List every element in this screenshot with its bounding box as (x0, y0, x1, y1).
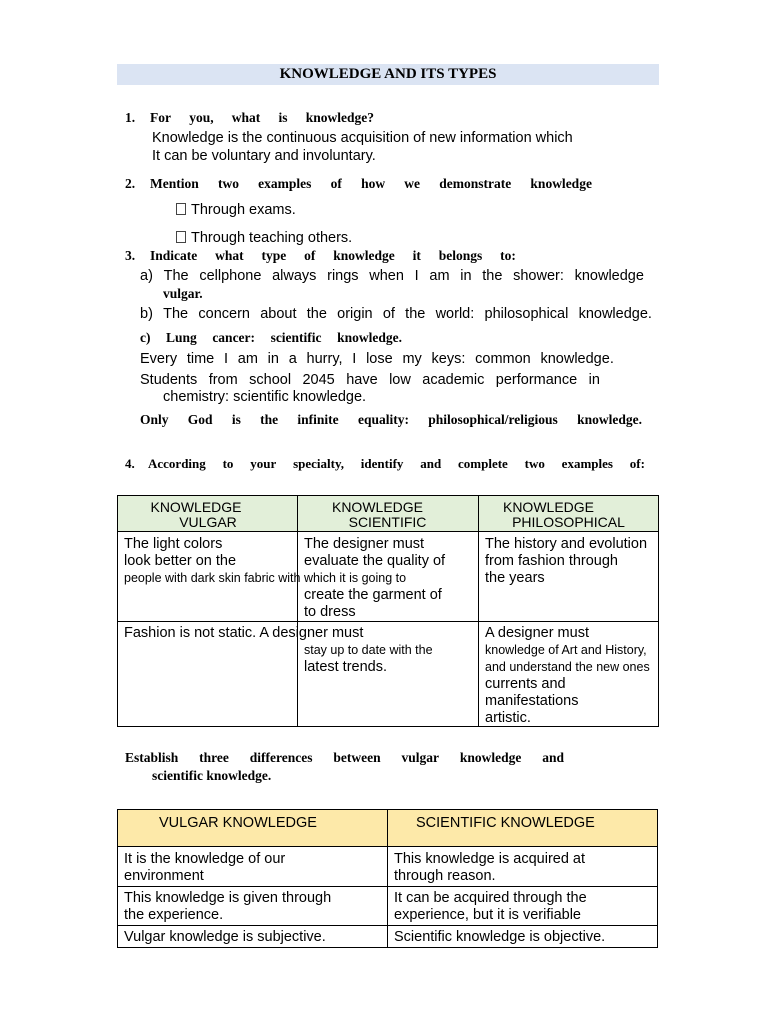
q2-word: knowledge (530, 176, 592, 191)
word: Only (140, 412, 169, 427)
word: am (237, 351, 258, 367)
q3-word: Indicate (150, 248, 198, 263)
table2-header-scientific: SCIENTIFIC KNOWLEDGE (416, 815, 595, 831)
cell-line: to dress (304, 604, 356, 620)
header-line: KNOWLEDGE (331, 499, 423, 515)
word: knowledge (574, 268, 644, 284)
word: and (542, 750, 564, 765)
word: knowledge (459, 750, 522, 765)
header-line: VULGAR (179, 514, 237, 530)
q2-word: we (404, 176, 421, 191)
cell-line: people with dark skin fabric with which it is going to (124, 571, 407, 585)
word: equality: (357, 412, 409, 427)
word: Lung (166, 330, 197, 345)
cell-line: latest trends. (304, 659, 388, 675)
table2-r2c1 (124, 890, 331, 924)
word: examples (561, 456, 613, 471)
word: my (402, 351, 422, 367)
cell-line: currents and (485, 676, 566, 692)
table2-r2c2 (394, 890, 587, 924)
table2-divider (117, 925, 658, 926)
q1-word: is (278, 110, 288, 125)
q3-word: of (304, 248, 316, 263)
q3-item-e (140, 372, 600, 388)
header-line: PHILOSOPHICAL (512, 514, 625, 530)
q3-word: to: (500, 248, 516, 263)
cell-line: environment (124, 868, 204, 884)
word: have (346, 372, 378, 388)
word: your (250, 456, 277, 471)
header-line: KNOWLEDGE (502, 499, 594, 515)
q3-item-b (140, 306, 652, 322)
table1-r2c3 (485, 625, 650, 727)
table1-divider (117, 531, 659, 532)
q5-question-cont: scientific knowledge. (152, 768, 272, 783)
q2-question (150, 176, 592, 192)
word: performance (495, 372, 578, 388)
q1-word: knowledge? (305, 110, 374, 125)
word: shower: (513, 268, 564, 284)
word: of: (629, 456, 645, 471)
word: vulgar (401, 750, 439, 765)
word: I (352, 351, 357, 367)
table1-r1c2 (304, 536, 445, 621)
word: God (187, 412, 213, 427)
q5-question (125, 750, 564, 766)
cell-line: manifestations (485, 693, 579, 709)
q3-word: belongs (438, 248, 483, 263)
word: philosophical/religious (428, 412, 558, 427)
word: academic (422, 372, 485, 388)
q3-item-d (140, 351, 614, 367)
header-line: SCIENTIFIC (348, 514, 427, 530)
word: the (306, 306, 327, 322)
word: school (249, 372, 292, 388)
table1-r2c2 (304, 642, 433, 676)
word: knowledge. (577, 412, 642, 427)
word: keys: (431, 351, 466, 367)
table2-divider (387, 809, 388, 948)
word: in (267, 351, 279, 367)
cell-line: and understand the new ones (485, 660, 650, 674)
word: philosophical (484, 306, 569, 322)
word: in (588, 372, 600, 388)
table2-divider (117, 846, 658, 847)
q3-item-e-cont: chemistry: scientific knowledge. (163, 389, 367, 405)
q3-word: type (261, 248, 287, 263)
word: cellphone (199, 268, 262, 284)
table1-header-philosophical (478, 500, 659, 530)
q2-word: Mention (150, 176, 199, 191)
cell-line: look better on the (124, 553, 237, 569)
word: complete (458, 456, 508, 471)
q3-word: it (412, 248, 421, 263)
cell-line: This knowledge is acquired at (394, 851, 586, 867)
table2-r1c1 (124, 851, 285, 885)
q4-question (148, 456, 645, 472)
word: three (199, 750, 229, 765)
q2-bullet-2-text: Through teaching others. (191, 230, 353, 246)
q2-word: examples (258, 176, 312, 191)
q3-question (150, 248, 516, 264)
word: infinite (297, 412, 339, 427)
q2-bullet-1-text: Through exams. (191, 202, 296, 218)
q1-word: what (231, 110, 261, 125)
word: always (272, 268, 317, 284)
table1-header-scientific (297, 500, 478, 530)
q3-word: what (215, 248, 244, 263)
word: concern (198, 306, 250, 322)
word: Students (140, 372, 198, 388)
word: the (482, 268, 503, 284)
cell-line: The designer must (304, 536, 425, 552)
word: am (429, 268, 450, 284)
q3-item-a (140, 268, 644, 284)
word: in (460, 268, 472, 284)
table1-divider (117, 621, 659, 622)
table1-r1c3 (485, 536, 647, 587)
word: between (333, 750, 381, 765)
word: two (524, 456, 545, 471)
table2-r3c1: Vulgar knowledge is subjective. (124, 929, 326, 945)
word: I (414, 268, 419, 284)
word: The (163, 306, 189, 322)
q2-word: of (330, 176, 342, 191)
q3-item-c (140, 330, 402, 346)
word: knowledge. (337, 330, 402, 345)
q1-answer-line2: It can be voluntary and involuntary. (152, 148, 376, 164)
word: Establish (125, 750, 179, 765)
cell-line: the years (485, 570, 545, 586)
word: when (369, 268, 404, 284)
word: scientific (270, 330, 322, 345)
q1-number: 1. (125, 110, 136, 125)
cell-line: stay up to date with the (304, 643, 433, 657)
cell-line: The history and evolution (485, 536, 648, 552)
word: c) (140, 330, 151, 345)
table1-header-vulgar (117, 500, 297, 530)
cell-line: through reason. (394, 868, 496, 884)
q2-number: 2. (125, 176, 136, 191)
word: the (405, 306, 426, 322)
word: world: (435, 306, 475, 322)
word: origin (337, 306, 373, 322)
cell-line: The light colors (124, 536, 223, 552)
word: about (260, 306, 297, 322)
word: Every (140, 351, 178, 367)
word: identify (360, 456, 404, 471)
cell-line: from fashion through (485, 553, 618, 569)
word: and (420, 456, 442, 471)
word: b) (140, 306, 153, 322)
bullet-box-icon (176, 231, 186, 243)
page-title: KNOWLEDGE AND ITS TYPES (279, 66, 497, 82)
cell-line: This knowledge is given through (124, 890, 332, 906)
cell-line: create the garment of (304, 587, 442, 603)
word: rings (327, 268, 359, 284)
table2-divider (117, 886, 658, 887)
word: I (223, 351, 229, 367)
word: low (389, 372, 411, 388)
word: 2045 (302, 372, 335, 388)
q3-number: 3. (125, 248, 136, 263)
q2-word: how (361, 176, 386, 191)
q2-word: two (217, 176, 239, 191)
q4-number: 4. (125, 456, 135, 471)
q3-item-f (140, 412, 642, 428)
table1-r2c1: Fashion is not static. A designer must (124, 625, 364, 641)
table2-r3c2: Scientific knowledge is objective. (394, 929, 606, 945)
word: lose (366, 351, 393, 367)
header-line: KNOWLEDGE (150, 499, 242, 515)
cell-line: It can be acquired through the (394, 890, 587, 906)
word: knowledge. (578, 306, 652, 322)
cell-line: knowledge of Art and History, (485, 643, 647, 657)
word: specialty, (293, 456, 344, 471)
table2-header-vulgar: VULGAR KNOWLEDGE (159, 815, 317, 831)
word: to (222, 456, 234, 471)
word: of (382, 306, 395, 322)
q2-bullet-2 (176, 230, 352, 246)
word: is (231, 412, 241, 427)
q3-item-a-cont: vulgar. (163, 286, 203, 301)
word: According (148, 456, 206, 471)
cell-line: the experience. (124, 907, 224, 923)
word: hurry, (306, 351, 343, 367)
word: a) (140, 268, 153, 284)
q2-word: demonstrate (439, 176, 512, 191)
q1-question (150, 110, 374, 126)
q1-word: For (150, 110, 171, 125)
word: a (288, 351, 297, 367)
word: the (260, 412, 279, 427)
table2-r1c2 (394, 851, 585, 885)
bullet-box-icon (176, 203, 186, 215)
cell-line: It is the knowledge of our (124, 851, 286, 867)
word: cancer: (212, 330, 256, 345)
q1-answer-line1: Knowledge is the continuous acquisition of new information which (152, 130, 573, 146)
word: differences (249, 750, 313, 765)
word: knowledge. (540, 351, 614, 367)
word: The (163, 268, 189, 284)
q3-word: knowledge (333, 248, 395, 263)
word: common (475, 351, 531, 367)
word: time (186, 351, 215, 367)
q1-word: you, (189, 110, 214, 125)
cell-line: evaluate the quality of (304, 553, 446, 569)
q2-bullet-1 (176, 202, 296, 218)
cell-line: artistic. (485, 710, 531, 726)
word: from (208, 372, 238, 388)
cell-line: experience, but it is verifiable (394, 907, 581, 923)
cell-line: A designer must (485, 625, 589, 641)
cell-spacer (304, 570, 445, 587)
